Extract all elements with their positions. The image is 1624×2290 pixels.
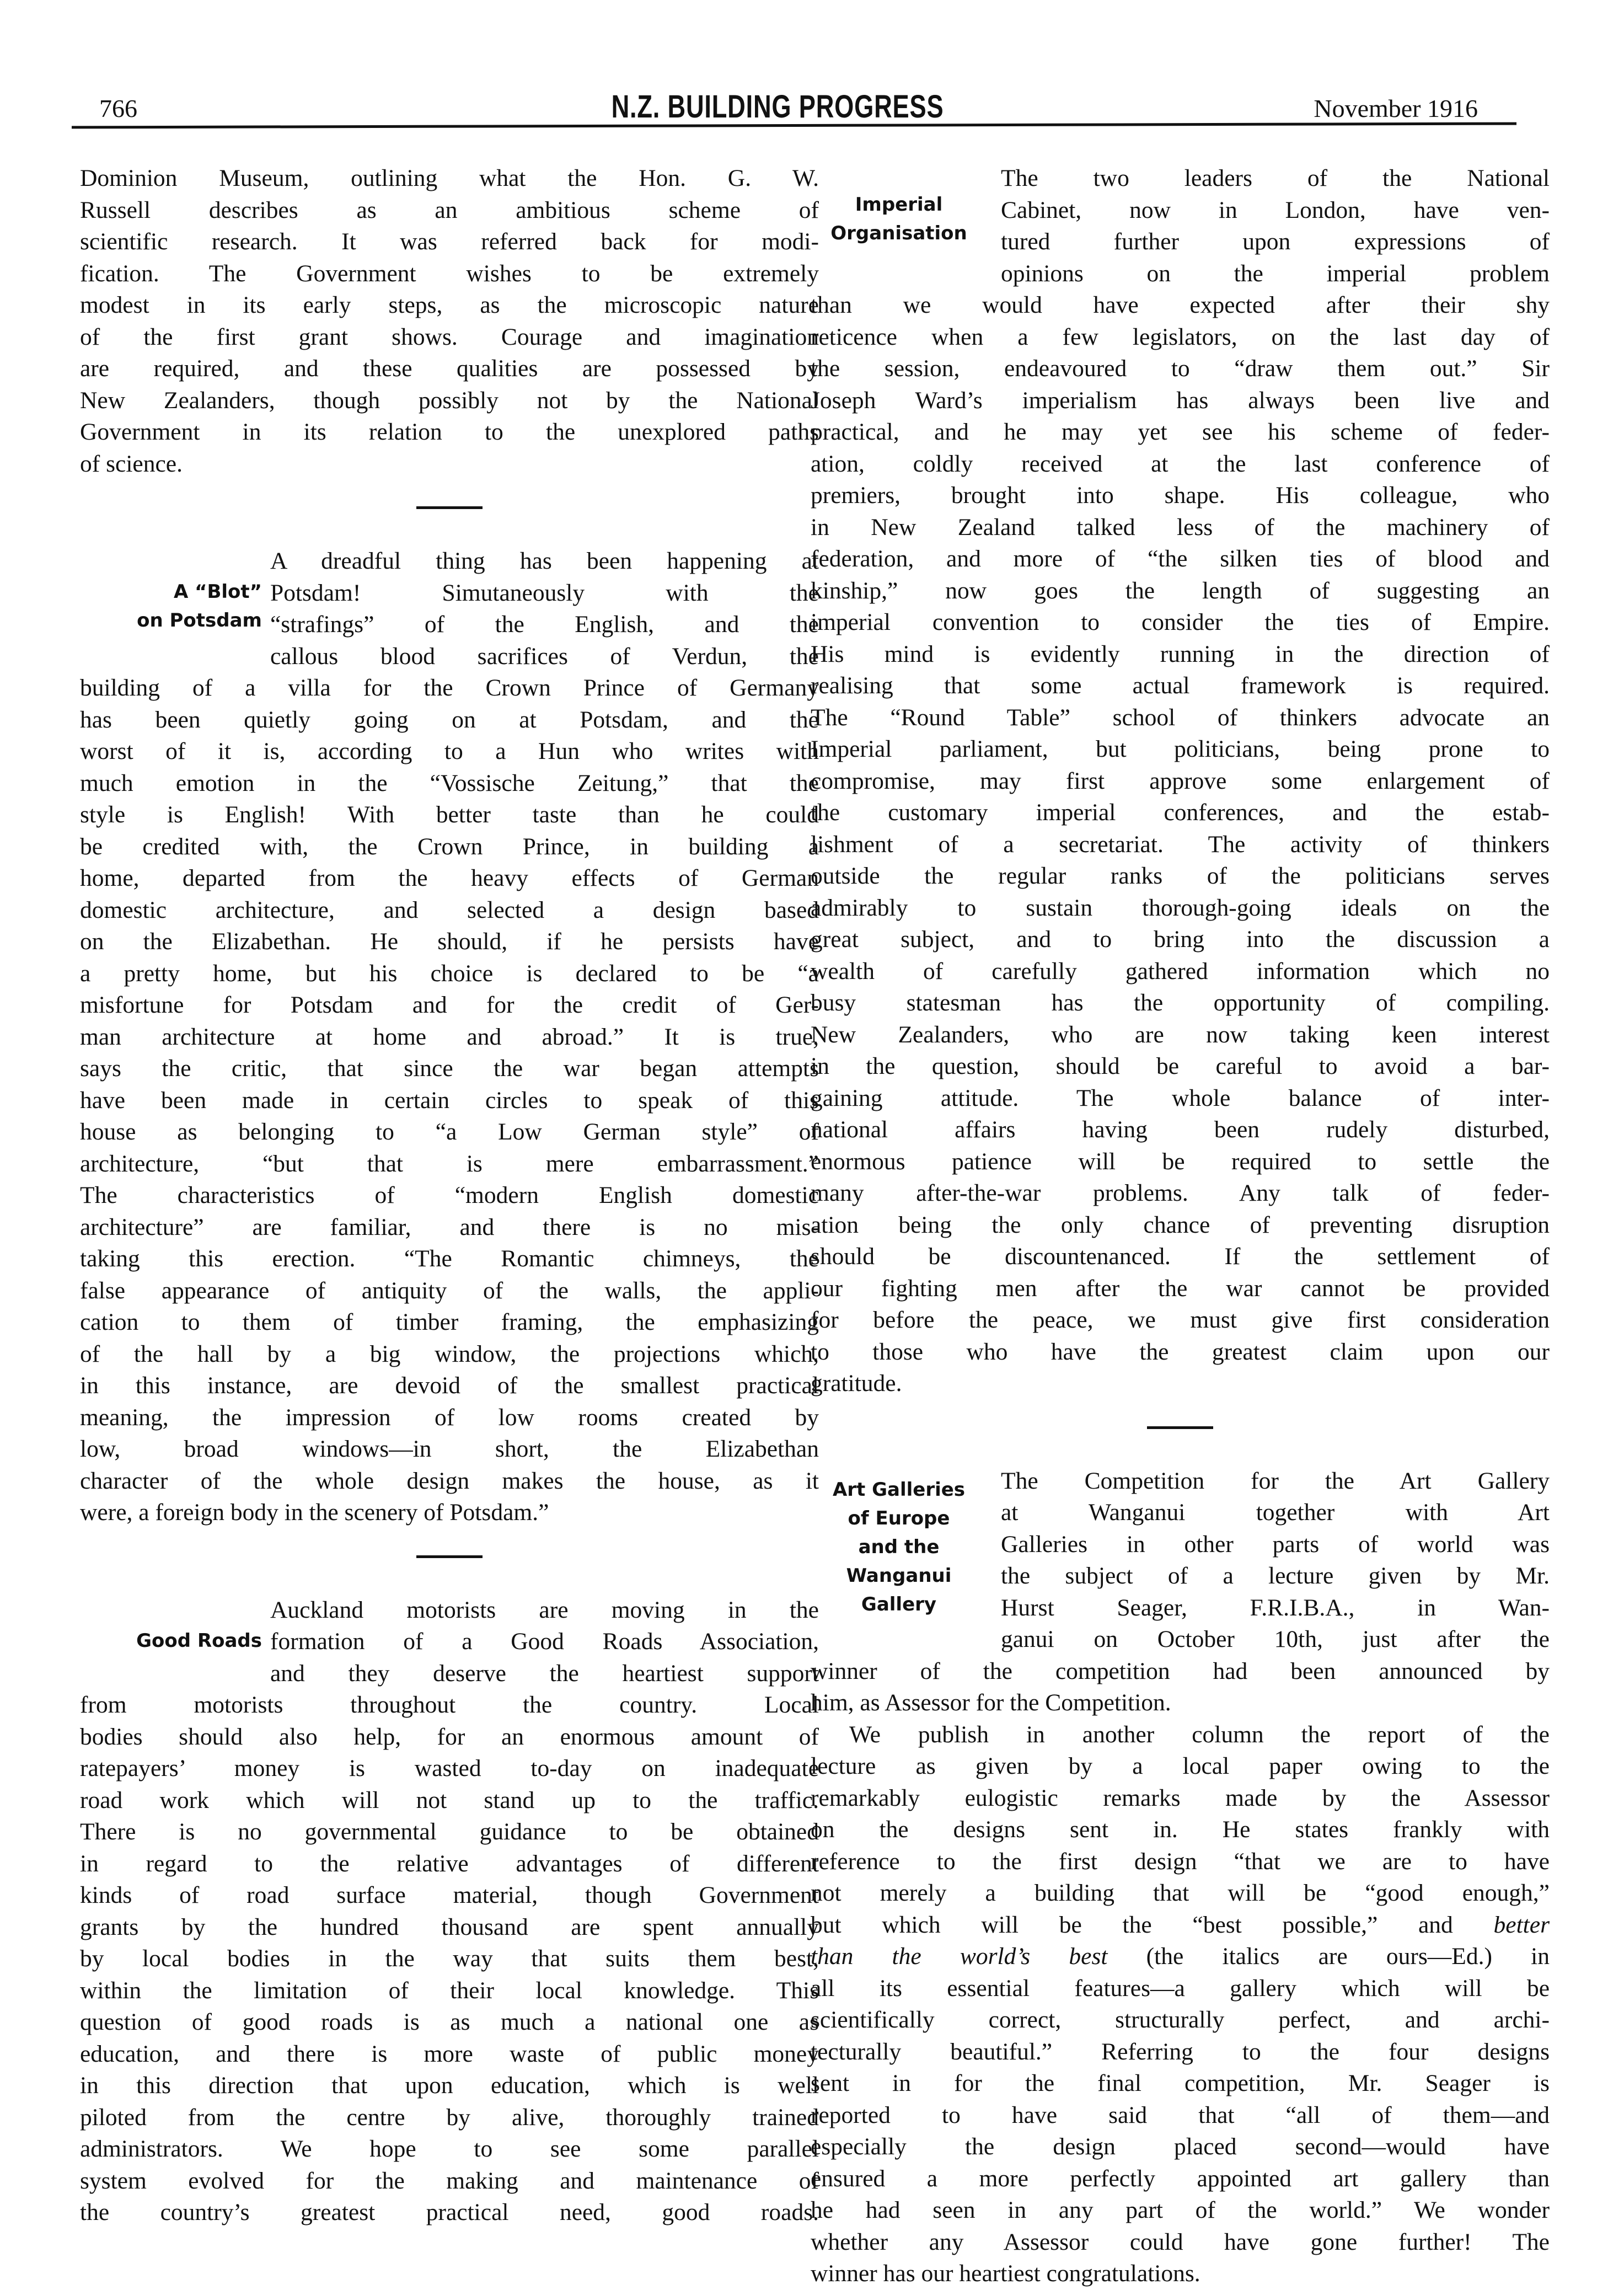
text-line: reference to the first design “that we are to have (811, 1848, 1550, 1875)
text-line: character of the whole design makes the house, as it (80, 1467, 819, 1494)
text-line: Russell describes as an ambitious scheme of (80, 196, 819, 223)
text-line: within the limitation of their local knowledge. This (80, 1977, 819, 2004)
text-line: should be discountenanced. If the settlement of (811, 1243, 1550, 1270)
text-line: ensured a more perfectly appointed art gallery than (811, 2165, 1550, 2192)
text-line: a pretty home, but his choice is declared to be “a (80, 960, 819, 987)
text-line: the customary imperial conferences, and the estab- (811, 799, 1550, 826)
text-line: in New Zealand talked less of the machinery of (811, 513, 1550, 541)
text-line: Imperial parliament, but politicians, being prone to (811, 736, 1550, 762)
text-line: bodies should also help, for an enormous amount of (80, 1723, 819, 1750)
text-line: tecturally beautiful.” Referring to the four designs (811, 2038, 1550, 2065)
text-line: winner has our heartiest congratulations. (811, 2260, 1200, 2287)
text-line: New Zealanders, though possibly not by the National (80, 387, 819, 414)
text-line: compromise, may first approve some enlargement of (811, 767, 1550, 794)
text-line: The two leaders of the National (1001, 165, 1550, 191)
right-column (811, 163, 1550, 2290)
text-line: home, departed from the heavy effects of German (80, 865, 819, 891)
text-line: grants by the hundred thousand are spent annually (80, 1913, 819, 1940)
text-line: great subject, and to bring into the discussion a (811, 926, 1550, 953)
text-line: ation, coldly received at the last conference of (811, 450, 1550, 477)
text-line: whether any Assessor could have gone further! The (811, 2228, 1550, 2255)
text-line: in this instance, are devoid of the smallest practical (80, 1372, 819, 1399)
text-line: says the critic, that since the war began attempts (80, 1055, 819, 1082)
text-line: man architecture at home and abroad.” It is true, (80, 1023, 819, 1050)
text-line: he had seen in any part of the world.” We wonder (811, 2197, 1550, 2223)
text-line: The characteristics of “modern English domestic (80, 1182, 819, 1208)
text-line: sent in for the final competition, Mr. Seager is (811, 2070, 1550, 2096)
text-line: question of good roads is as much a national one as (80, 2009, 819, 2035)
text-line: for before the peace, we must give first consideration (811, 1307, 1550, 1333)
text-line: the subject of a lecture given by Mr. (1001, 1563, 1550, 1589)
text-line: Joseph Ward’s imperialism has always been live and (811, 387, 1550, 414)
text-line: A dreadful thing has been happening at (270, 548, 819, 574)
text-line: remarkably eulogistic remarks made by the Assessor (811, 1784, 1550, 1811)
text-line: system evolved for the making and maintenance of (80, 2167, 819, 2194)
text-line: The “Round Table” school of thinkers advocate an (811, 704, 1550, 731)
section-divider (1147, 1426, 1213, 1429)
text-line: lecture as given by a local paper owing to the (811, 1753, 1550, 1779)
text-line: federation, and more of “the silken ties of blood and (811, 545, 1550, 572)
sidehead-blot-on-potsdam: A “Blot” on Potsdam (137, 581, 262, 632)
magazine-title: N.Z. BUILDING PROGRESS (611, 89, 944, 125)
text-line: are required, and these qualities are possessed by (80, 355, 819, 382)
text-line: have been made in certain circles to speak of this (80, 1087, 819, 1114)
text-line: We publish in another column the report of the (849, 1721, 1550, 1748)
italic-emphasis: better (1493, 1911, 1550, 1938)
text-line: imperial convention to consider the ties of Empire. (811, 609, 1550, 635)
text-line: style is English! With better taste than he could (80, 801, 819, 828)
text-line: enormous patience will be required to settle the (811, 1148, 1550, 1175)
text-line: scientifically correct, structurally perfect, and archi- (811, 2007, 1550, 2033)
text-line: has been quietly going on at Potsdam, and the (80, 706, 819, 733)
article-good-roads (80, 1595, 819, 2229)
text-line: road work which will not stand up to the traffic. (80, 1786, 819, 1813)
text-line: ation being the only chance of preventing disruption (811, 1211, 1550, 1238)
text-line: in the question, should be careful to avoid a bar- (811, 1053, 1550, 1079)
text-line: misfortune for Potsdam and for the credit of Ger- (80, 992, 819, 1018)
article-art-galleries (811, 1465, 1550, 2290)
text-line: reticence when a few legislators, on the last day of (811, 323, 1550, 350)
article-dominion-museum-continued (80, 163, 819, 480)
text-line: lishment of a secretariat. The activity of thinkers (811, 831, 1550, 858)
text-line: outside the regular ranks of the politicians serves (811, 863, 1550, 889)
section-divider (416, 506, 483, 509)
text-line: Dominion Museum, outlining what the Hon. G. W. (80, 165, 819, 191)
text-line: of science. (80, 450, 183, 477)
text-line: on the Elizabethan. He should, if he persists have (80, 928, 819, 955)
text-line: from motorists throughout the country. Local (80, 1692, 819, 1718)
text-line: building of a villa for the Crown Prince of Germany (80, 675, 819, 701)
text-line: to those who have the greatest claim upon our (811, 1338, 1550, 1365)
sidehead-imperial-organisation: Imperial Organisation (830, 194, 967, 244)
text-line: all its essential features—a gallery which will be (811, 1975, 1550, 2002)
text-line: our fighting men after the war cannot be provided (811, 1275, 1550, 1302)
sidehead-good-roads: Good Roads (136, 1629, 262, 1652)
text-line: in regard to the relative advantages of different (80, 1850, 819, 1877)
text-line: cation to them of timber framing, the emphasizing (80, 1309, 819, 1335)
text-line: kinship,” now goes the length of suggesting an (811, 577, 1550, 604)
text-line: fication. The Government wishes to be extremely (80, 260, 819, 287)
text-line: Government in its relation to the unexplored paths (80, 419, 819, 445)
text-line: than we would have expected after their shy (811, 292, 1550, 318)
text-line: gaining attitude. The whole balance of inter- (811, 1084, 1550, 1111)
left-column (80, 163, 819, 2229)
article-imperial-organisation (811, 163, 1550, 1400)
text-line: many after-the-war problems. Any talk of feder- (811, 1180, 1550, 1206)
text-line: New Zealanders, who are now taking keen interest (811, 1021, 1550, 1048)
text-line: false appearance of antiquity of the walls, the appli- (80, 1277, 819, 1304)
text-line: practical, and he may yet see his scheme of feder- (811, 419, 1550, 445)
text-line: Potsdam! Simutaneously with the (270, 579, 819, 606)
article-blot-on-potsdam (80, 545, 819, 1529)
text-line: kinds of road surface material, though Government (80, 1882, 819, 1908)
text-line: Galleries in other parts of world was (1001, 1531, 1550, 1558)
text-line: scientific research. It was referred back for modi- (80, 228, 819, 255)
text-line: Auckland motorists are moving in the (270, 1596, 819, 1623)
text-line: national affairs having been rudely disturbed, (811, 1116, 1550, 1143)
text-line: much emotion in the “Vossische Zeitung,” that the (80, 769, 819, 796)
text-line: “strafings” of the English, and the (270, 611, 819, 638)
page-number: 766 (99, 94, 137, 122)
text-line: domestic architecture, and selected a design based (80, 896, 819, 923)
text-line: His mind is evidently running in the direction of (811, 640, 1550, 667)
text-line: of the first grant shows. Courage and imagination (80, 323, 819, 350)
issue-date: November 1916 (1314, 94, 1478, 122)
text-line-with-italic: than the world’s best (the italics are ours—Ed.) in (811, 1943, 1550, 1970)
text-line-with-italic: but which will be the “best possible,” and better (811, 1911, 1550, 1938)
text-line: not merely a building that will be “good enough,” (811, 1880, 1550, 1906)
text-line: callous blood sacrifices of Verdun, the (270, 643, 819, 670)
text-line: education, and there is more waste of public money (80, 2040, 819, 2067)
text-line: by local bodies in the way that suits them best, (80, 1945, 819, 1972)
text-line: modest in its early steps, as the microscopic nature (80, 292, 819, 318)
text-line: taking this erection. “The Romantic chimneys, the (80, 1245, 819, 1272)
text-line: busy statesman has the opportunity of compiling. (811, 989, 1550, 1016)
text-line: on the designs sent in. He states frankly with (811, 1816, 1550, 1843)
text-line: Cabinet, now in London, have ven- (1001, 196, 1550, 223)
text-line: Hurst Seager, F.R.I.B.A., in Wan- (1001, 1594, 1550, 1621)
text-line: in this direction that upon education, which is well (80, 2072, 819, 2099)
text-line: worst of it is, according to a Hun who writes with (80, 738, 819, 764)
text-line: architecture” are familiar, and there is no mis- (80, 1213, 819, 1240)
text-line: There is no governmental guidance to be obtained (80, 1818, 819, 1845)
text-line: of the hall by a big window, the projections which, (80, 1340, 819, 1367)
text-line: house as belonging to “a Low German style” of (80, 1119, 819, 1145)
text-line: gratitude. (811, 1370, 902, 1397)
text-line: be credited with, the Crown Prince, in building a (80, 833, 819, 860)
text-line: administrators. We hope to see some parallel (80, 2136, 819, 2162)
text-line: were, a foreign body in the scenery of Potsdam.” (80, 1499, 549, 1526)
text-line: especially the design placed second—would have (811, 2133, 1550, 2160)
text-line: formation of a Good Roads Association, (270, 1628, 819, 1655)
text-line: premiers, brought into shape. His colleague, who (811, 482, 1550, 509)
text-line: winner of the competition had been announced by (811, 1657, 1550, 1684)
section-divider (416, 1555, 483, 1558)
text-line: and they deserve the heartiest support (270, 1660, 819, 1687)
text-line: ganui on October 10th, just after the (1001, 1626, 1550, 1652)
italic-emphasis: than the world’s best (811, 1943, 1108, 1970)
text-line: tured further upon expressions of (1001, 228, 1550, 255)
text-line: admirably to sustain thorough-going ideals on the (811, 894, 1550, 921)
sidehead-art-galleries: Art Galleries of Europe and the Wanganui Gallery (832, 1478, 966, 1615)
text-line: The Competition for the Art Gallery (1001, 1467, 1550, 1494)
text-line: piloted from the centre by alive, thoroughly trained (80, 2104, 819, 2131)
text-line: low, broad windows—in short, the Elizabethan (80, 1436, 819, 1462)
text-line: wealth of carefully gathered information which no (811, 957, 1550, 985)
text-line: the country’s greatest practical need, good roads. (80, 2199, 819, 2225)
text-line: him, as Assessor for the Competition. (811, 1689, 1171, 1716)
text-line: meaning, the impression of low rooms created by (80, 1404, 819, 1431)
text-line: at Wanganui together with Art (1001, 1499, 1550, 1526)
text-line: reported to have said that “all of them—and (811, 2101, 1550, 2128)
text-line: architecture, “but that is mere embarrassment.” (80, 1150, 819, 1177)
text-line: the session, endeavoured to “draw them out.” Sir (811, 355, 1550, 382)
text-line: ratepayers’ money is wasted to-day on inadequate (80, 1755, 819, 1781)
text-line: realising that some actual framework is required. (811, 672, 1550, 699)
text-line: opinions on the imperial problem (1001, 260, 1550, 287)
